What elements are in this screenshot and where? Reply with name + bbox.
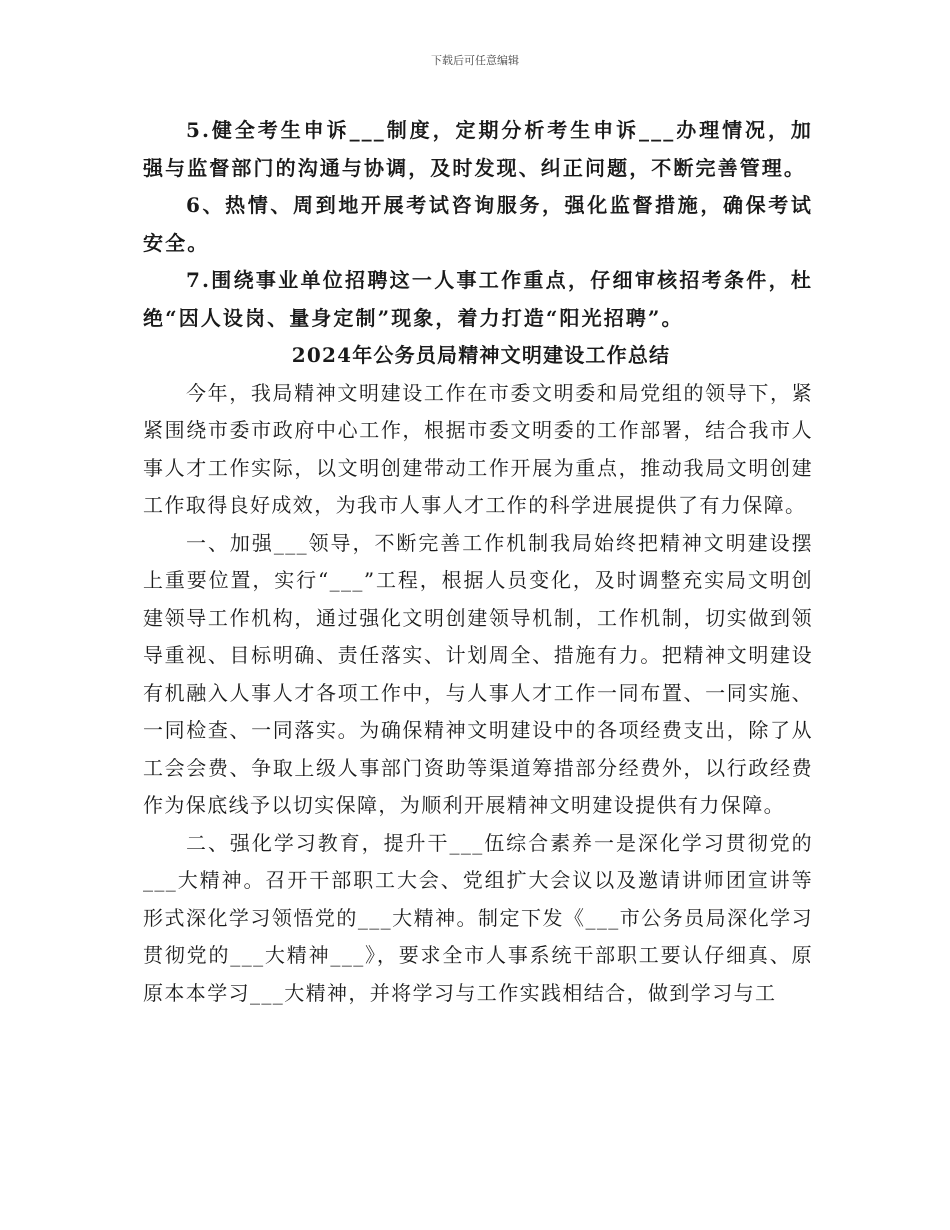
- page-header-note: 下载后可任意编辑: [431, 54, 519, 67]
- paragraph-item-6: 6、热情、周到地开展考试咨询服务，强化监督措施，确保考试安全。: [143, 193, 813, 255]
- paragraph-item-5: 5.健全考生申诉___制度，定期分析考生申诉___办理情况，加强与监督部门的沟通与协调，及时发现、纠正问题，不断完善管理。: [143, 118, 813, 180]
- intro-paragraph: 今年，我局精神文明建设工作在市委文明委和局党组的领导下，紧紧围绕市委市政府中心工作，根据市委文明委的工作部署，结合我市人事人才工作实际，以文明创建带动工作开展为重点，推动我局文明创建工作取得良好成效，为我市人事人才工作的科学进展提供了有力保障。: [143, 380, 813, 517]
- document-body: [143, 112, 813, 1012]
- section-two-paragraph: 二、强化学习教育，提升干___伍综合素养一是深化学习贯彻党的___大精神。召开干部职工大会、党组扩大会议以及邀请讲师团宣讲等形式深化学习领悟党的___大精神。制定下发《___市公务员局深化学习贯彻党的___大精神___》，要求全市人事系统干部职工要认仔细真、原原本本学习___大精神，并将学习与工作实践相结合，做到学习与工: [143, 830, 813, 1005]
- document-title: 2024年公务员局精神文明建设工作总结: [291, 343, 671, 367]
- section-one-paragraph: 一、加强___领导，不断完善工作机制我局始终把精神文明建设摆上重要位置，实行“___”工程，根据人员变化，及时调整充实局文明创建领导工作机构，通过强化文明创建领导机制，工作机制，切实做到领导重视、目标明确、责任落实、计划周全、措施有力。把精神文明建设有机融入人事人才各项工作中，与人事人才工作一同布置、一同实施、一同检查、一同落实。为确保精神文明建设中的各项经费支出，除了从工会会费、争取上级人事部门资助等渠道筹措部分经费外，以行政经费作为保底线予以切实保障，为顺利开展精神文明建设提供有力保障。: [143, 530, 813, 817]
- paragraph-item-7: 7.围绕事业单位招聘这一人事工作重点，仔细审核招考条件，杜绝“因人设岗、量身定制”现象，着力打造“阳光招聘”。: [143, 268, 813, 330]
